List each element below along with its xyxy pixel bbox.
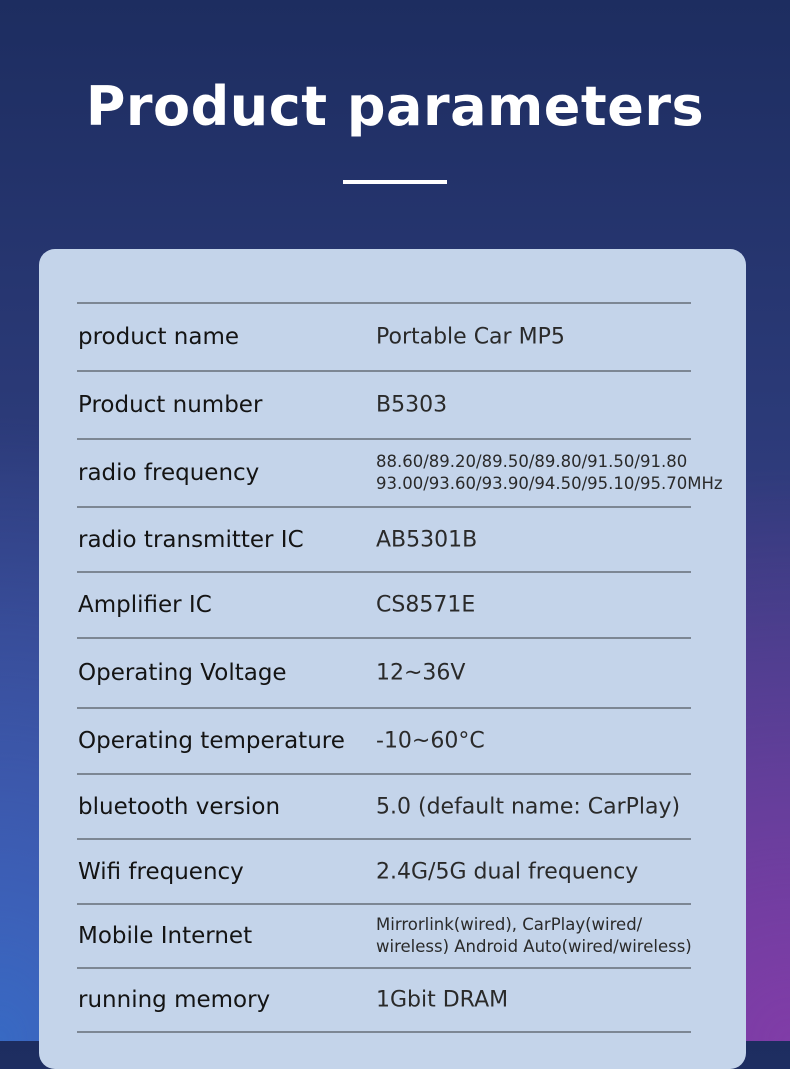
row-value: 5.0 (default name: CarPlay) bbox=[376, 794, 681, 819]
row-label: radio frequency bbox=[78, 460, 260, 486]
row-label: Amplifier IC bbox=[78, 592, 212, 618]
row-value-line: 93.00/93.60/93.90/94.50/95.10/95.70MHz bbox=[376, 474, 723, 493]
row-value-line: wireless) Android Auto(wired/wireless) bbox=[376, 937, 692, 956]
table-row bbox=[77, 370, 691, 438]
row-label: running memory bbox=[78, 987, 271, 1013]
row-value: -10~60°C bbox=[376, 728, 485, 754]
row-value: AB5301B bbox=[376, 527, 478, 552]
title-underline bbox=[343, 180, 447, 184]
row-value-line: Mirrorlink(wired), CarPlay(wired/ bbox=[376, 915, 643, 934]
row-label: bluetooth version bbox=[78, 793, 281, 820]
row-label: Mobile Internet bbox=[78, 923, 253, 949]
row-value: 12~36V bbox=[376, 660, 466, 686]
table-row bbox=[77, 707, 691, 773]
row-value bbox=[376, 451, 723, 495]
row-value: CS8571E bbox=[376, 592, 476, 618]
table-row bbox=[77, 506, 691, 571]
row-value: 2.4G/5G dual frequency bbox=[376, 859, 639, 884]
row-label: Product number bbox=[78, 392, 263, 418]
page-title: Product parameters bbox=[85, 75, 705, 138]
table-row bbox=[77, 967, 691, 1033]
table-row bbox=[77, 903, 691, 967]
row-label: Wifi frequency bbox=[78, 858, 244, 885]
row-value: Portable Car MP5 bbox=[376, 324, 565, 350]
row-label: radio transmitter IC bbox=[78, 526, 304, 553]
table-row bbox=[77, 637, 691, 707]
table-row bbox=[77, 302, 691, 370]
row-value-line: 88.60/89.20/89.50/89.80/91.50/91.80 bbox=[376, 452, 688, 471]
parameters-table bbox=[77, 302, 723, 1033]
row-value: B5303 bbox=[376, 392, 448, 418]
table-row bbox=[77, 838, 691, 903]
row-label: Operating temperature bbox=[78, 728, 345, 754]
table-row bbox=[77, 438, 723, 506]
row-value bbox=[376, 914, 692, 958]
row-label: product name bbox=[78, 324, 239, 350]
row-label: Operating Voltage bbox=[78, 660, 287, 686]
row-value: 1Gbit DRAM bbox=[376, 987, 509, 1013]
table-row bbox=[77, 773, 691, 838]
table-row bbox=[77, 571, 691, 637]
